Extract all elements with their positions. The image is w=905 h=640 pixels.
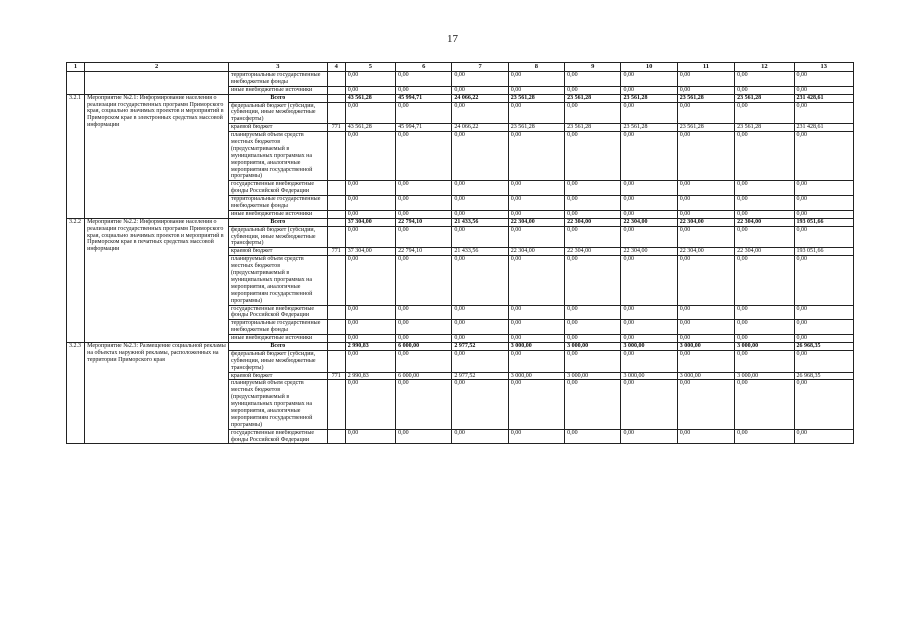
value-cell: 22 304,00 [565, 218, 621, 226]
value-cell: 0,00 [345, 72, 395, 87]
value-cell: 0,00 [735, 429, 794, 444]
value-cell: 0,00 [735, 132, 794, 181]
value-cell: 0,00 [621, 226, 677, 248]
code-cell [327, 94, 345, 102]
value-cell: 6 000,00 [396, 372, 452, 380]
value-cell: 22 304,00 [677, 248, 734, 256]
value-cell: 3 000,00 [508, 342, 564, 350]
value-cell: 0,00 [794, 86, 853, 94]
column-header: 7 [452, 63, 508, 72]
value-cell: 0,00 [452, 256, 508, 305]
value-cell: 0,00 [396, 86, 452, 94]
measure-id-cell: 3.2.3 [67, 342, 85, 443]
value-cell: 3 000,00 [677, 372, 734, 380]
value-cell: 21 433,56 [452, 248, 508, 256]
value-cell: 0,00 [452, 181, 508, 196]
value-cell: 22 304,00 [621, 218, 677, 226]
value-cell: 0,00 [565, 380, 621, 429]
header-row [67, 63, 854, 72]
value-cell: 2 977,52 [452, 372, 508, 380]
value-cell: 0,00 [794, 429, 853, 444]
code-cell [327, 86, 345, 94]
value-cell: 6 000,00 [396, 342, 452, 350]
value-cell: 0,00 [452, 320, 508, 335]
value-cell: 3 000,00 [735, 342, 794, 350]
value-cell: 0,00 [345, 335, 395, 343]
value-cell: 0,00 [345, 132, 395, 181]
value-cell: 0,00 [396, 210, 452, 218]
value-cell: 0,00 [508, 102, 564, 124]
value-cell: 22 794,10 [396, 248, 452, 256]
value-cell: 22 304,00 [677, 218, 734, 226]
value-cell: 0,00 [677, 102, 734, 124]
value-cell: 0,00 [677, 335, 734, 343]
value-cell: 0,00 [452, 72, 508, 87]
value-cell: 45 994,71 [396, 124, 452, 132]
value-cell: 0,00 [345, 350, 395, 372]
value-cell: 0,00 [452, 305, 508, 320]
measure-id-cell: 3.2.2 [67, 218, 85, 342]
value-cell: 0,00 [396, 102, 452, 124]
value-cell: 0,00 [735, 335, 794, 343]
value-cell: 0,00 [735, 181, 794, 196]
value-cell: 0,00 [735, 380, 794, 429]
value-cell: 0,00 [677, 86, 734, 94]
column-header: 9 [565, 63, 621, 72]
value-cell: 23 561,28 [735, 124, 794, 132]
value-cell: 0,00 [735, 226, 794, 248]
code-cell [327, 210, 345, 218]
value-cell: 0,00 [396, 380, 452, 429]
value-cell: 2 990,83 [345, 342, 395, 350]
value-cell: 0,00 [345, 380, 395, 429]
value-cell: 0,00 [452, 196, 508, 211]
value-cell: 0,00 [621, 181, 677, 196]
value-cell: 0,00 [677, 380, 734, 429]
value-cell: 23 561,28 [677, 94, 734, 102]
continuation-id-cell [67, 72, 85, 95]
funding-source-cell: государственные внебюджетные фонды Российской Федерации [229, 305, 328, 320]
value-cell: 0,00 [565, 335, 621, 343]
column-header: 1 [67, 63, 85, 72]
total-row [67, 342, 854, 350]
value-cell: 0,00 [677, 305, 734, 320]
value-cell: 0,00 [345, 305, 395, 320]
funding-source-cell: иные внебюджетные источники [229, 210, 328, 218]
value-cell: 0,00 [508, 335, 564, 343]
budget-table [66, 62, 854, 444]
funding-source-cell: краевой бюджет [229, 372, 328, 380]
value-cell: 0,00 [508, 132, 564, 181]
value-cell: 26 968,35 [794, 342, 853, 350]
code-cell: 771 [327, 372, 345, 380]
value-cell: 0,00 [677, 181, 734, 196]
funding-source-cell: территориальные государственные внебюджетные фонды [229, 196, 328, 211]
value-cell: 26 968,35 [794, 372, 853, 380]
value-cell: 0,00 [621, 305, 677, 320]
value-cell: 193 051,66 [794, 218, 853, 226]
value-cell: 0,00 [508, 350, 564, 372]
column-header: 12 [735, 63, 794, 72]
value-cell: 3 000,00 [677, 342, 734, 350]
value-cell: 24 066,22 [452, 94, 508, 102]
funding-source-cell: территориальные государственные внебюджетные фонды [229, 320, 328, 335]
value-cell: 23 561,28 [565, 94, 621, 102]
value-cell: 0,00 [396, 132, 452, 181]
value-cell: 23 561,28 [621, 94, 677, 102]
value-cell: 0,00 [565, 210, 621, 218]
value-cell: 3 000,00 [621, 372, 677, 380]
value-cell: 0,00 [345, 226, 395, 248]
code-cell [327, 181, 345, 196]
value-cell: 23 561,28 [735, 94, 794, 102]
value-cell: 37 304,00 [345, 248, 395, 256]
code-cell [327, 218, 345, 226]
value-cell: 22 304,00 [508, 248, 564, 256]
column-header: 6 [396, 63, 452, 72]
value-cell: 0,00 [565, 86, 621, 94]
value-cell: 0,00 [452, 210, 508, 218]
funding-source-cell: государственные внебюджетные фонды Российской Федерации [229, 429, 328, 444]
value-cell: 0,00 [677, 226, 734, 248]
column-header: 11 [677, 63, 734, 72]
value-cell: 0,00 [621, 102, 677, 124]
value-cell: 0,00 [565, 350, 621, 372]
value-cell: 24 066,22 [452, 124, 508, 132]
funding-source-cell: краевой бюджет [229, 248, 328, 256]
column-header: 13 [794, 63, 853, 72]
value-cell: 0,00 [452, 102, 508, 124]
value-cell: 0,00 [794, 226, 853, 248]
value-cell: 0,00 [735, 86, 794, 94]
value-cell: 0,00 [508, 429, 564, 444]
code-cell: 771 [327, 124, 345, 132]
value-cell: 0,00 [396, 350, 452, 372]
value-cell: 0,00 [396, 335, 452, 343]
value-cell: 0,00 [345, 320, 395, 335]
value-cell: 0,00 [621, 350, 677, 372]
value-cell: 43 561,28 [345, 94, 395, 102]
value-cell: 0,00 [621, 429, 677, 444]
funding-source-cell: планируемый объем средств местных бюджетов (предусматриваемый в муниципальных программах на мероприятия, аналогичные мероприятиям государственной программы) [229, 380, 328, 429]
value-cell: 0,00 [621, 132, 677, 181]
value-cell: 0,00 [508, 210, 564, 218]
funding-source-cell: Всего [229, 342, 328, 350]
funding-source-cell: федеральный бюджет (субсидии, субвенции, иные межбюджетные трансферты) [229, 102, 328, 124]
value-cell: 0,00 [452, 335, 508, 343]
value-cell: 0,00 [565, 132, 621, 181]
value-cell: 0,00 [345, 196, 395, 211]
value-cell: 22 304,00 [735, 248, 794, 256]
funding-source-cell: иные внебюджетные источники [229, 335, 328, 343]
continuation-name-cell [85, 72, 229, 95]
measure-name-cell: Мероприятие №2.2: Информирование населения о реализации государственных программ Приморского края, социально значимых проектов и мероприятий в Приморском крае в печатных средствах массовой информации [85, 218, 229, 342]
funding-source-cell: планируемый объем средств местных бюджетов (предусматриваемый в муниципальных программах на мероприятия, аналогичные мероприятиям государственной программы) [229, 132, 328, 181]
measure-name-cell: Мероприятие №2.1: Информирование населения о реализации государственных программ Приморского края, социально значимых проектов и мероприятий в Приморском крае в электронных средствах массовой информации [85, 94, 229, 218]
value-cell: 0,00 [452, 380, 508, 429]
value-cell: 0,00 [794, 320, 853, 335]
value-cell: 0,00 [396, 429, 452, 444]
value-cell: 0,00 [677, 256, 734, 305]
table-row [67, 72, 854, 87]
value-cell: 0,00 [345, 86, 395, 94]
value-cell: 0,00 [452, 429, 508, 444]
value-cell: 0,00 [396, 196, 452, 211]
funding-source-cell: государственные внебюджетные фонды Российской Федерации [229, 181, 328, 196]
column-header: 8 [508, 63, 564, 72]
value-cell: 0,00 [794, 196, 853, 211]
value-cell: 43 561,28 [345, 124, 395, 132]
total-row [67, 218, 854, 226]
column-header: 5 [345, 63, 395, 72]
value-cell: 23 561,28 [621, 124, 677, 132]
value-cell: 0,00 [621, 256, 677, 305]
value-cell: 0,00 [508, 181, 564, 196]
value-cell: 0,00 [794, 335, 853, 343]
measure-name-cell: Мероприятие №2.3: Размещение социальной рекламы на объектах наружной рекламы, расположенных на территории Приморского края [85, 342, 229, 443]
value-cell: 0,00 [565, 429, 621, 444]
value-cell: 3 000,00 [508, 372, 564, 380]
value-cell: 0,00 [396, 320, 452, 335]
value-cell: 0,00 [345, 429, 395, 444]
value-cell: 0,00 [621, 380, 677, 429]
value-cell: 0,00 [508, 256, 564, 305]
code-cell [327, 429, 345, 444]
value-cell: 0,00 [735, 305, 794, 320]
value-cell: 22 304,00 [621, 248, 677, 256]
value-cell: 193 051,66 [794, 248, 853, 256]
value-cell: 0,00 [621, 72, 677, 87]
value-cell: 0,00 [794, 132, 853, 181]
value-cell: 0,00 [794, 181, 853, 196]
value-cell: 37 304,00 [345, 218, 395, 226]
value-cell: 3 000,00 [735, 372, 794, 380]
value-cell: 0,00 [677, 429, 734, 444]
value-cell: 0,00 [396, 305, 452, 320]
value-cell: 0,00 [677, 210, 734, 218]
value-cell: 0,00 [452, 350, 508, 372]
value-cell: 23 561,28 [508, 94, 564, 102]
value-cell: 0,00 [794, 210, 853, 218]
value-cell: 23 561,28 [565, 124, 621, 132]
code-cell [327, 72, 345, 87]
code-cell [327, 196, 345, 211]
value-cell: 0,00 [508, 226, 564, 248]
value-cell: 0,00 [508, 320, 564, 335]
value-cell: 0,00 [794, 256, 853, 305]
value-cell: 0,00 [508, 86, 564, 94]
value-cell: 0,00 [794, 102, 853, 124]
value-cell: 0,00 [621, 335, 677, 343]
value-cell: 0,00 [452, 132, 508, 181]
column-header: 4 [327, 63, 345, 72]
value-cell: 0,00 [345, 256, 395, 305]
value-cell: 0,00 [621, 196, 677, 211]
value-cell: 0,00 [735, 350, 794, 372]
value-cell: 0,00 [677, 72, 734, 87]
funding-source-cell: иные внебюджетные источники [229, 86, 328, 94]
value-cell: 0,00 [452, 226, 508, 248]
value-cell: 0,00 [794, 380, 853, 429]
value-cell: 45 994,71 [396, 94, 452, 102]
value-cell: 0,00 [735, 72, 794, 87]
funding-source-cell: Всего [229, 218, 328, 226]
value-cell: 0,00 [565, 226, 621, 248]
code-cell [327, 102, 345, 124]
value-cell: 0,00 [565, 72, 621, 87]
value-cell: 21 433,56 [452, 218, 508, 226]
value-cell: 0,00 [396, 72, 452, 87]
total-row [67, 94, 854, 102]
measure-id-cell: 3.2.1 [67, 94, 85, 218]
value-cell: 22 794,10 [396, 218, 452, 226]
value-cell: 22 304,00 [565, 248, 621, 256]
value-cell: 22 304,00 [735, 218, 794, 226]
value-cell: 0,00 [677, 320, 734, 335]
value-cell: 23 561,28 [508, 124, 564, 132]
value-cell: 0,00 [565, 102, 621, 124]
page-number: 17 [447, 33, 458, 45]
funding-source-cell: федеральный бюджет (субсидии, субвенции, иные межбюджетные трансферты) [229, 350, 328, 372]
value-cell: 0,00 [452, 86, 508, 94]
column-header: 10 [621, 63, 677, 72]
value-cell: 0,00 [345, 181, 395, 196]
code-cell [327, 350, 345, 372]
value-cell: 0,00 [794, 72, 853, 87]
value-cell: 0,00 [677, 196, 734, 211]
value-cell: 0,00 [677, 132, 734, 181]
value-cell: 231 428,61 [794, 124, 853, 132]
value-cell: 0,00 [794, 350, 853, 372]
value-cell: 0,00 [345, 210, 395, 218]
value-cell: 22 304,00 [508, 218, 564, 226]
value-cell: 0,00 [735, 210, 794, 218]
value-cell: 0,00 [621, 320, 677, 335]
value-cell: 0,00 [508, 72, 564, 87]
funding-source-cell: территориальные государственные внебюджетные фонды [229, 72, 328, 87]
value-cell: 0,00 [565, 305, 621, 320]
value-cell: 0,00 [508, 196, 564, 211]
value-cell: 0,00 [735, 256, 794, 305]
value-cell: 2 977,52 [452, 342, 508, 350]
code-cell [327, 305, 345, 320]
code-cell: 771 [327, 248, 345, 256]
value-cell: 3 000,00 [565, 342, 621, 350]
value-cell: 0,00 [735, 320, 794, 335]
value-cell: 2 990,83 [345, 372, 395, 380]
value-cell: 0,00 [508, 380, 564, 429]
value-cell: 0,00 [565, 196, 621, 211]
value-cell: 0,00 [621, 86, 677, 94]
value-cell: 0,00 [565, 256, 621, 305]
value-cell: 0,00 [565, 181, 621, 196]
value-cell: 0,00 [794, 305, 853, 320]
value-cell: 0,00 [735, 102, 794, 124]
code-cell [327, 226, 345, 248]
code-cell [327, 380, 345, 429]
value-cell: 0,00 [396, 226, 452, 248]
funding-source-cell: Всего [229, 94, 328, 102]
funding-source-cell: краевой бюджет [229, 124, 328, 132]
value-cell: 3 000,00 [565, 372, 621, 380]
code-cell [327, 335, 345, 343]
value-cell: 0,00 [565, 320, 621, 335]
funding-source-cell: планируемый объем средств местных бюджетов (предусматриваемый в муниципальных программах на мероприятия, аналогичные мероприятиям государственной программы) [229, 256, 328, 305]
value-cell: 0,00 [735, 196, 794, 211]
value-cell: 0,00 [345, 102, 395, 124]
code-cell [327, 132, 345, 181]
value-cell: 0,00 [621, 210, 677, 218]
column-header: 2 [85, 63, 229, 72]
code-cell [327, 342, 345, 350]
value-cell: 0,00 [396, 256, 452, 305]
value-cell: 0,00 [508, 305, 564, 320]
funding-source-cell: федеральный бюджет (субсидии, субвенции, иные межбюджетные трансферты) [229, 226, 328, 248]
value-cell: 231 428,61 [794, 94, 853, 102]
code-cell [327, 320, 345, 335]
code-cell [327, 256, 345, 305]
column-header: 3 [229, 63, 328, 72]
value-cell: 0,00 [396, 181, 452, 196]
value-cell: 0,00 [677, 350, 734, 372]
value-cell: 3 000,00 [621, 342, 677, 350]
value-cell: 23 561,28 [677, 124, 734, 132]
